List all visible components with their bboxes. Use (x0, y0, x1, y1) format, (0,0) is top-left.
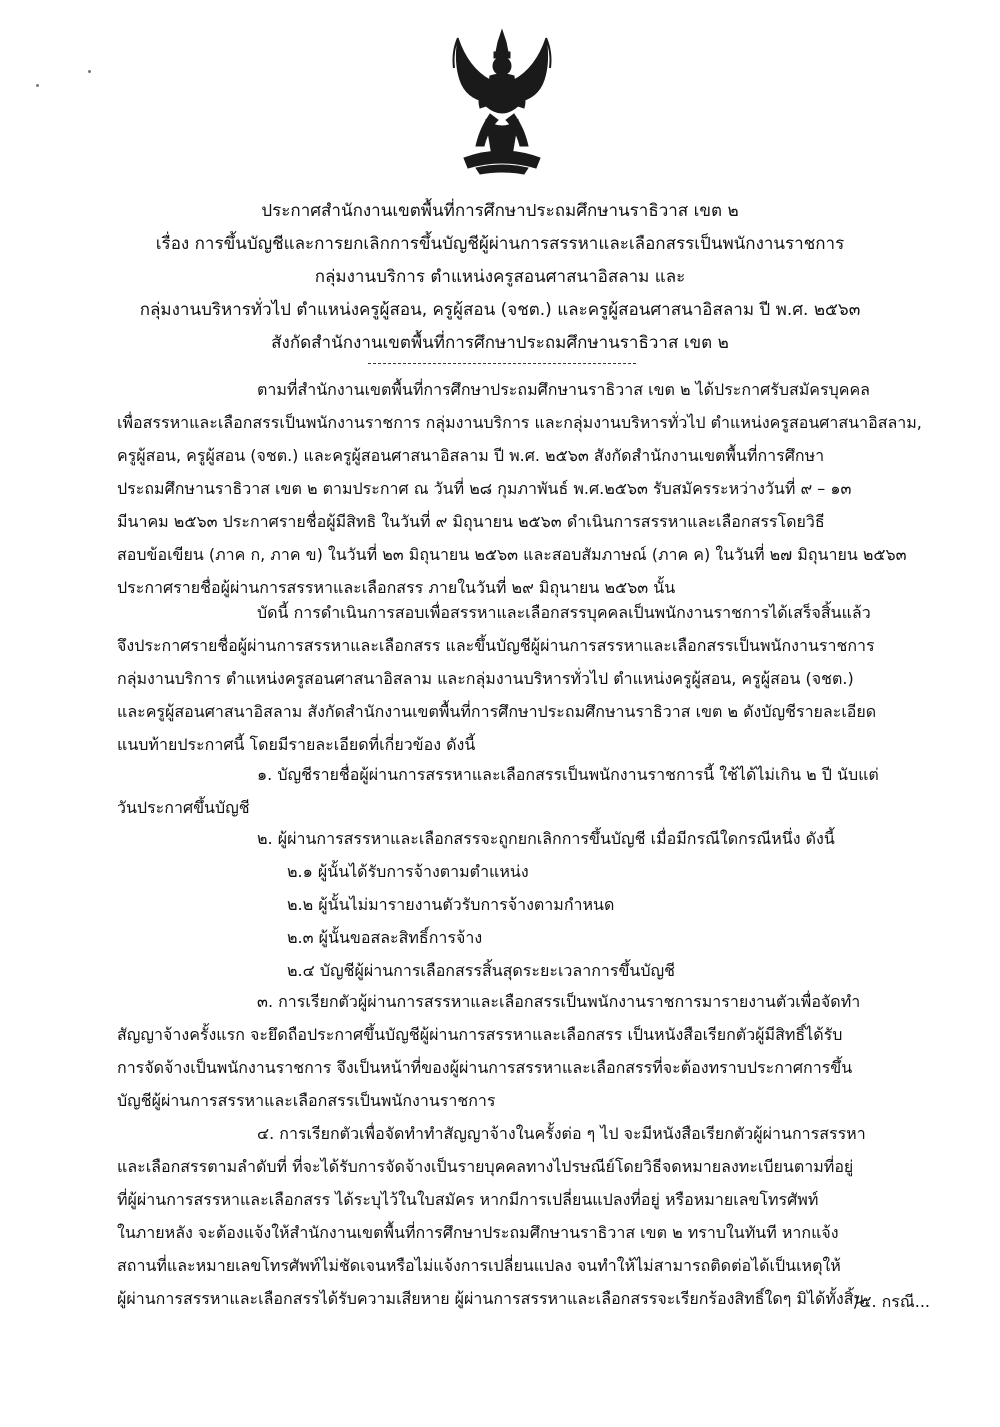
paragraph-line: ๒. ผู้ผ่านการสรรหาและเลือกสรรจะถูกยกเลิกการขึ้นบัญชี เมื่อมีกรณีใดกรณีหนึ่ง ดังนี้ (257, 829, 835, 848)
continuation-note: /๕. กรณี... (853, 1292, 930, 1311)
sub-item: ๒.๓ ผู้นั้นขอสละสิทธิ์การจ้าง (287, 928, 483, 947)
header-line-3: กลุ่มงานบริการ ตำแหน่งครูสอนศาสนาอิสลาม และ (314, 267, 686, 287)
list-item-4 (117, 1117, 927, 1315)
paragraph-line: ที่ผู้ผ่านการสรรหาและเลือกสรร ได้ระบุไว้ในใบสมัคร หากมีการเปลี่ยนแปลงที่อยู่ หรือหมายเลขโทรศัพท์ (117, 1190, 819, 1209)
paragraph-line: บัดนี้ การดำเนินการสอบเพื่อสรรหาและเลือกสรรบุคคลเป็นพนักงานราชการได้เสร็จสิ้นแล้ว (257, 603, 871, 622)
sub-item: ๒.๔ บัญชีผู้ผ่านการเลือกสรรสิ้นสุดระยะเวลาการขึ้นบัญชี (287, 961, 675, 980)
paragraph-2 (117, 596, 927, 761)
header-line-4: กลุ่มงานบริหารทั่วไป ตำแหน่งครูผู้สอน, ครูผู้สอน (จชต.) และครูผู้สอนศาสนาอิสลาม ปี พ.ศ. ๒๕๖๓ (139, 300, 861, 320)
paragraph-line: และครูผู้สอนศาสนาอิสลาม สังกัดสำนักงานเขตพื้นที่การศึกษาประถมศึกษานราธิวาส เขต ๒ ดังบัญชีรายละเอียด (117, 702, 877, 721)
header-divider (368, 363, 636, 364)
paragraph-line: บัญชีผู้ผ่านการสรรหาและเลือกสรรเป็นพนักงานราชการ (117, 1091, 496, 1110)
garuda-emblem-icon (450, 28, 554, 176)
paragraph-line: สถานที่และหมายเลขโทรศัพท์ไม่ชัดเจนหรือไม่แจ้งการเปลี่ยนแปลง จนทำให้ไม่สามารถติดต่อได้เป็นเหตุให้ (117, 1256, 841, 1275)
list-item-2 (117, 822, 927, 987)
paragraph-line: สัญญาจ้างครั้งแรก จะยึดถือประกาศขึ้นบัญชีผู้ผ่านการสรรหาและเลือกสรร เป็นหนังสือเรียกตัวผู้มีสิทธิ์ได้รับ (117, 1025, 843, 1044)
header-line-5: สังกัดสำนักงานเขตพื้นที่การศึกษาประถมศึกษานราธิวาส เขต ๒ (271, 333, 729, 353)
paragraph-line: เพื่อสรรหาและเลือกสรรเป็นพนักงานราชการ กลุ่มงานบริการ และกลุ่มงานบริหารทั่วไป ตำแหน่งครูสอนศาสนาอิสลาม, (117, 413, 922, 432)
paragraph-line: จึงประกาศรายชื่อผู้ผ่านการสรรหาและเลือกสรร และขึ้นบัญชีผู้ผ่านการสรรหาและเลือกสรรเป็นพนักงานราชการ (117, 636, 875, 655)
sub-item: ๒.๒ ผู้นั้นไม่มารายงานตัวรับการจ้างตามกำหนด (287, 895, 615, 914)
paragraph-line: ในภายหลัง จะต้องแจ้งให้สำนักงานเขตพื้นที่การศึกษาประถมศึกษานราธิวาส เขต ๒ ทราบในทันที หากแจ้ง (117, 1223, 839, 1242)
sub-item: ๒.๑ ผู้นั้นได้รับการจ้างตามตำแหน่ง (287, 862, 529, 881)
paragraph-line: ครูผู้สอน, ครูผู้สอน (จชต.) และครูผู้สอนศาสนาอิสลาม ปี พ.ศ. ๒๕๖๓ สังกัดสำนักงานเขตพื้นที่การศึกษา (117, 446, 825, 465)
scan-speck (36, 84, 39, 87)
paragraph-line: ประถมศึกษานราธิวาส เขต ๒ ตามประกาศ ณ วันที่ ๒๘ กุมภาพันธ์ พ.ศ.๒๕๖๓ รับสมัครระหว่างวันที่ ๙ – ๑๓ (117, 479, 852, 498)
paragraph-line: การจัดจ้างเป็นพนักงานราชการ จึงเป็นหน้าที่ของผู้ผ่านการสรรหาและเลือกสรรที่จะต้องทราบประกาศการขึ้น (117, 1058, 853, 1077)
paragraph-line: แนบท้ายประกาศนี้ โดยมีรายละเอียดที่เกี่ยวข้อง ดังนี้ (117, 735, 476, 754)
header-line-2: เรื่อง การขึ้นบัญชีและการยกเลิกการขึ้นบัญชีผู้ผ่านการสรรหาและเลือกสรรเป็นพนักงานราชการ (155, 234, 845, 254)
paragraph-line: ๓. การเรียกตัวผู้ผ่านการสรรหาและเลือกสรรเป็นพนักงานราชการมารายงานตัวเพื่อจัดทำ (257, 992, 861, 1011)
scan-speck (88, 70, 91, 73)
paragraph-line: ผู้ผ่านการสรรหาและเลือกสรรได้รับความเสียหาย ผู้ผ่านการสรรหาและเลือกสรรจะเรียกร้องสิทธิ์ใดๆ มิได้ทั้งสิ้น (117, 1289, 865, 1308)
paragraph-line: ๔. การเรียกตัวเพื่อจัดทำทำสัญญาจ้างในครั้งต่อ ๆ ไป จะมีหนังสือเรียกตัวผู้ผ่านการสรรหา (257, 1124, 866, 1143)
list-item-3 (117, 985, 927, 1117)
paragraph-line: กลุ่มงานบริการ ตำแหน่งครูสอนศาสนาอิสลาม และกลุ่มงานบริหารทั่วไป ตำแหน่งครูผู้สอน, ครูผู้สอน (จชต.) (117, 669, 854, 688)
paragraph-line: และเลือกสรรตามลำดับที่ ที่จะได้รับการจัดจ้างเป็นรายบุคคลทางไปรษณีย์โดยวิธีจดหมายลงทะเบียนตามที่อยู่ (117, 1157, 854, 1176)
header-line-1: ประกาศสำนักงานเขตพื้นที่การศึกษาประถมศึกษานราธิวาส เขต ๒ (261, 201, 739, 221)
announcement-header (90, 195, 910, 360)
paragraph-line: สอบข้อเขียน (ภาค ก, ภาค ข) ในวันที่ ๒๓ มิถุนายน ๒๕๖๓ และสอบสัมภาษณ์ (ภาค ค) ในวันที่ ๒๗ มิถุนายน ๒๕๖๓ (117, 545, 907, 564)
paragraph-line: ประกาศรายชื่อผู้ผ่านการสรรหาและเลือกสรร ภายในวันที่ ๒๙ มิถุนายน ๒๕๖๓ นั้น (117, 578, 676, 597)
paragraph-line: ตามที่สำนักงานเขตพื้นที่การศึกษาประถมศึกษานราธิวาส เขต ๒ ได้ประกาศรับสมัครบุคคล (257, 380, 870, 399)
paragraph-line: มีนาคม ๒๕๖๓ ประกาศรายชื่อผู้มีสิทธิ ในวันที่ ๙ มิถุนายน ๒๕๖๓ ดำเนินการสรรหาและเลือกสรรโดยวิธี (117, 512, 825, 531)
paragraph-line: วันประกาศขึ้นบัญชี (117, 798, 250, 817)
paragraph-line: ๑. บัญชีรายชื่อผู้ผ่านการสรรหาและเลือกสรรเป็นพนักงานราชการนี้ ใช้ได้ไม่เกิน ๒ ปี นับแต่ (257, 765, 879, 784)
paragraph-1 (117, 373, 927, 604)
list-item-1 (117, 758, 927, 824)
